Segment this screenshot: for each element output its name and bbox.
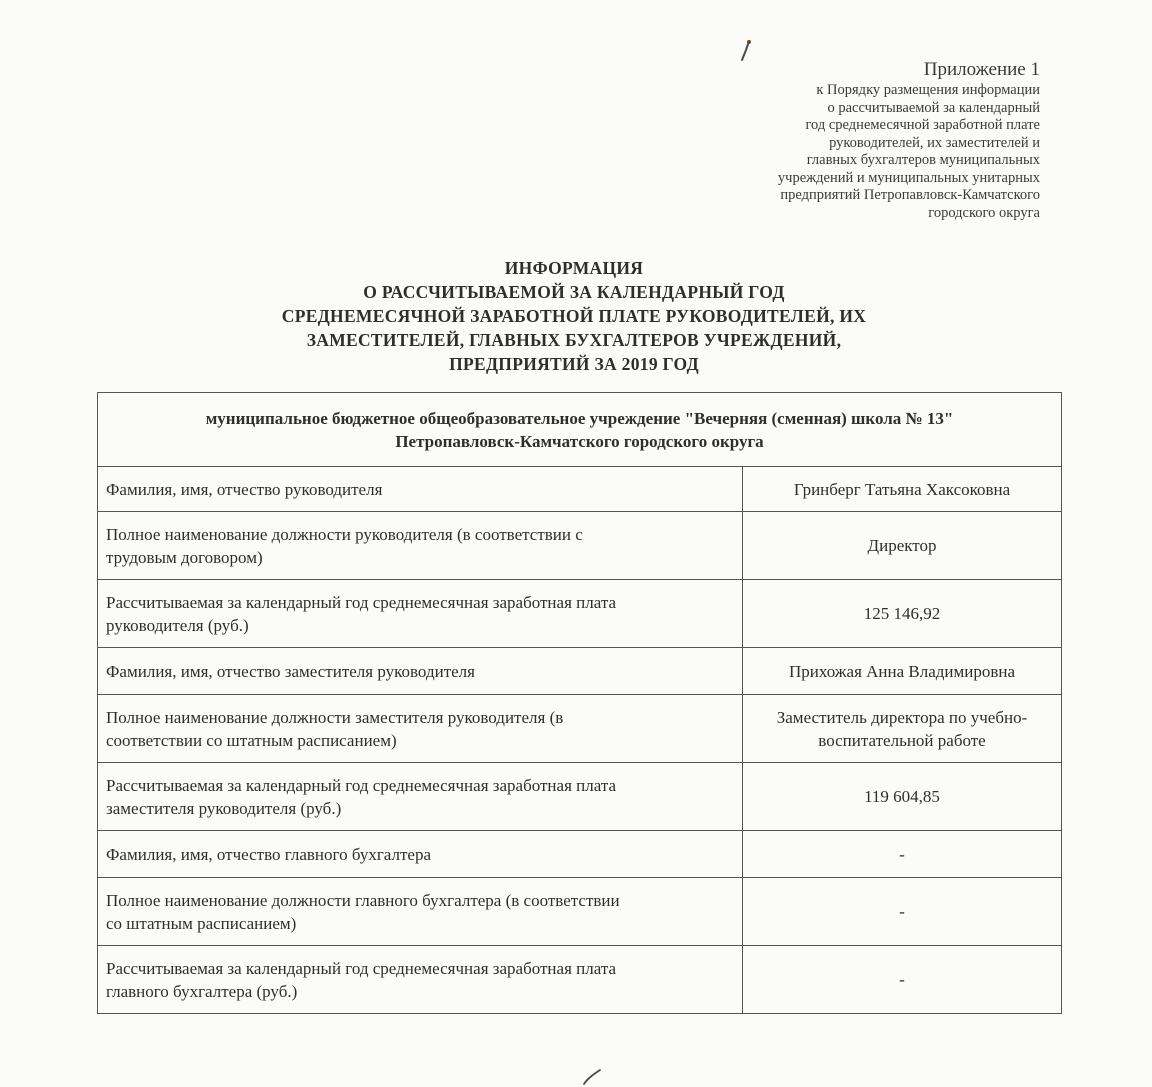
row-label: [98, 648, 743, 695]
row-label: [98, 831, 743, 878]
document-title-line: ИНФОРМАЦИЯ: [504, 258, 644, 278]
table-row: [98, 467, 1062, 512]
row-label: [98, 467, 743, 512]
row-value: [743, 946, 1062, 1014]
row-label-line: Полное наименование должности главного бухгалтера (в соответствии: [106, 890, 620, 910]
row-label: [98, 580, 743, 648]
row-label-line: Фамилия, имя, отчество заместителя руководителя: [106, 661, 475, 681]
row-label: [98, 763, 743, 831]
row-value-line: воспитательной работе: [818, 730, 986, 750]
appendix-header: [680, 58, 1040, 222]
organization-name: [98, 393, 1062, 467]
table-row: [98, 831, 1062, 878]
row-value: [743, 831, 1062, 878]
salary-info-table: [97, 392, 1062, 1014]
row-label-line: Фамилия, имя, отчество главного бухгалтера: [106, 844, 432, 864]
appendix-line: главных бухгалтеров муниципальных: [806, 152, 1040, 168]
document-title-line: СРЕДНЕМЕСЯЧНОЙ ЗАРАБОТНОЙ ПЛАТЕ РУКОВОДИТЕЛЕЙ, ИХ: [281, 306, 867, 326]
row-label-line: Полное наименование должности заместителя руководителя (в: [106, 707, 564, 727]
appendix-line: руководителей, их заместителей и: [829, 134, 1040, 151]
row-label-line: Рассчитываемая за календарный год среднемесячная заработная плата: [106, 958, 617, 978]
table-row: [98, 946, 1062, 1014]
organization-name-line: Петропавловск-Камчатского городского округа: [395, 431, 764, 451]
row-label: [98, 878, 743, 946]
row-value: [743, 580, 1062, 648]
row-label: [98, 946, 743, 1014]
row-value: [743, 695, 1062, 763]
table-row: [98, 878, 1062, 946]
document-title-line: ЗАМЕСТИТЕЛЕЙ, ГЛАВНЫХ БУХГАЛТЕРОВ УЧРЕЖДЕНИЙ,: [306, 330, 842, 350]
row-value-line: Заместитель директора по учебно-: [776, 707, 1028, 727]
row-value-line: -: [899, 970, 905, 989]
document-title-line: ПРЕДПРИЯТИЙ ЗА 2019 ГОД: [449, 354, 699, 374]
row-label-line: Рассчитываемая за календарный год среднемесячная заработная плата: [106, 775, 617, 795]
row-label-line: руководителя (руб.): [106, 615, 249, 635]
table-row: [98, 763, 1062, 831]
row-label-line: Рассчитываемая за календарный год среднемесячная заработная плата: [106, 592, 617, 612]
appendix-line: городского округа: [928, 204, 1040, 221]
row-label: [98, 512, 743, 580]
appendix-line: предприятий Петропавловск-Камчатского: [780, 187, 1040, 203]
row-value-line: -: [899, 844, 905, 864]
organization-row: [98, 393, 1062, 467]
row-label-line: главного бухгалтера (руб.): [106, 981, 298, 1001]
row-label-line: Полное наименование должности руководителя (в соответствии с: [106, 524, 583, 544]
organization-name-line: муниципальное бюджетное общеобразовательное учреждение "Вечерняя (сменная) школа № 13": [205, 408, 954, 428]
row-value-line: Прихожая Анна Владимировна: [788, 661, 1016, 681]
pen-mark-bottom: [580, 1068, 606, 1086]
table-row: [98, 580, 1062, 648]
row-label: [98, 695, 743, 763]
row-value-line: Директор: [867, 536, 937, 555]
row-label-line: соответствии со штатным расписанием): [106, 730, 397, 750]
row-value: [743, 648, 1062, 695]
row-value-line: Гринберг Татьяна Хаксоковна: [793, 479, 1011, 499]
appendix-line: о рассчитываемой за календарный: [827, 99, 1040, 116]
row-label-line: трудовым договором): [106, 547, 263, 567]
document-title-line: О РАССЧИТЫВАЕМОЙ ЗА КАЛЕНДАРНЫЙ ГОД: [363, 282, 785, 302]
appendix-title: Приложение 1: [923, 59, 1040, 80]
table-row: [98, 648, 1062, 695]
row-label-line: со штатным расписанием): [106, 913, 297, 933]
appendix-line: год среднемесячной заработной плате: [805, 117, 1040, 133]
row-value-line: 119 604,85: [864, 787, 940, 806]
row-value-line: -: [899, 902, 905, 921]
row-value: [743, 467, 1062, 512]
appendix-line: к Порядку размещения информации: [816, 82, 1040, 98]
row-value: [743, 763, 1062, 831]
appendix-line: учреждений и муниципальных унитарных: [777, 169, 1040, 186]
row-label-line: Фамилия, имя, отчество руководителя: [106, 479, 383, 499]
row-value: [743, 512, 1062, 580]
document-title: [150, 256, 998, 376]
row-value-line: 125 146,92: [863, 604, 941, 623]
table-row: [98, 512, 1062, 580]
row-value: [743, 878, 1062, 946]
table-row: [98, 695, 1062, 763]
row-label-line: заместителя руководителя (руб.): [106, 798, 342, 818]
